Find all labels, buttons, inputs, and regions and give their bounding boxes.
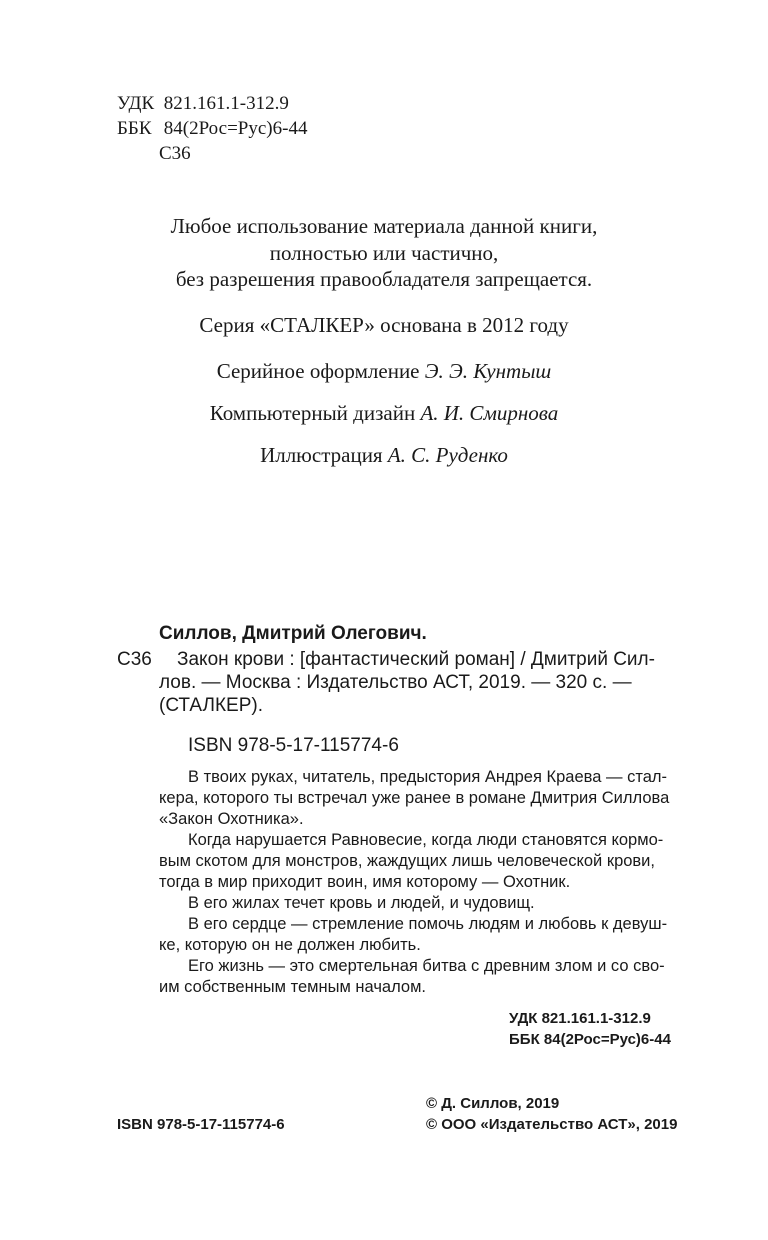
annotation-line: В его сердце — стремление помочь людям и любовь к девуш- — [188, 915, 668, 933]
annotation-line: Его жизнь — это смертельная битва с древним злом и со сво- — [188, 957, 665, 975]
bbk-label: ББК — [117, 118, 152, 139]
annotation-line: В его жилах течет кровь и людей, и чудовищ. — [188, 894, 535, 912]
annotation-line: «Закон Охотника». — [159, 810, 304, 828]
udk-value: 821.161.1-312.9 — [163, 93, 289, 114]
bottom-udk: УДК 821.161.1-312.9 — [509, 1010, 651, 1027]
credit-name: А. С. Руденко — [387, 443, 508, 467]
author-heading: Силлов, Дмитрий Олегович. — [159, 623, 427, 644]
annotation-line: кера, которого ты встречал уже ранее в романе Дмитрия Силлова — [159, 789, 670, 807]
udk-label: УДК — [117, 93, 155, 114]
credit-name: А. И. Смирнова — [420, 401, 559, 425]
credit-computer-design — [0, 401, 768, 426]
record-isbn: ISBN 978-5-17-115774-6 — [188, 735, 399, 756]
credit-series-design — [0, 359, 768, 384]
udk-line — [117, 92, 289, 116]
series-line: Серия «СТАЛКЕР» основана в 2012 году — [199, 313, 569, 337]
bbk-line — [117, 117, 307, 141]
annotation-line: вым скотом для монстров, жаждущих лишь человеческой крови, — [159, 852, 655, 870]
bbk-value: 84(2Рос=Рус)6-44 — [163, 118, 308, 139]
annotation-line: В твоих руках, читатель, предыстория Андрея Краева — стал- — [188, 768, 667, 786]
footer-isbn: ISBN 978-5-17-115774-6 — [117, 1116, 285, 1133]
credit-role: Компьютерный дизайн — [209, 401, 416, 425]
annotation-line: им собственным темным началом. — [159, 978, 427, 996]
author-mark: С36 — [159, 143, 191, 164]
record-description-line-3: (СТАЛКЕР). — [159, 695, 263, 716]
footer-copyright-author: © Д. Силлов, 2019 — [426, 1095, 560, 1112]
credit-role: Иллюстрация — [260, 443, 383, 467]
record-description-line-1: Закон крови : [фантастический роман] / Дмитрий Сил- — [177, 649, 655, 670]
annotation-line: тогда в мир приходит воин, имя которому — Охотник. — [159, 873, 571, 891]
copyright-notice-line-2: полностью или частично, — [269, 241, 499, 265]
footer-copyright-publisher: © ООО «Издательство АСТ», 2019 — [426, 1116, 678, 1133]
credit-role: Серийное оформление — [216, 359, 420, 383]
record-mark: С36 — [117, 649, 152, 670]
copyright-notice-line-1: Любое использование материала данной книги, — [170, 214, 598, 238]
credit-illustration — [0, 443, 768, 468]
bottom-bbk: ББК 84(2Рос=Рус)6-44 — [509, 1031, 671, 1048]
copyright-notice-line-3: без разрешения правообладателя запрещается. — [175, 267, 593, 291]
annotation-line: Когда нарушается Равновесие, когда люди становятся кормо- — [188, 831, 664, 849]
credit-name: Э. Э. Кунтыш — [424, 359, 552, 383]
annotation-line: ке, которую он не должен любить. — [159, 936, 421, 954]
record-description-line-2: лов. — Москва : Издательство АСТ, 2019. — 320 с. — — [159, 672, 632, 693]
